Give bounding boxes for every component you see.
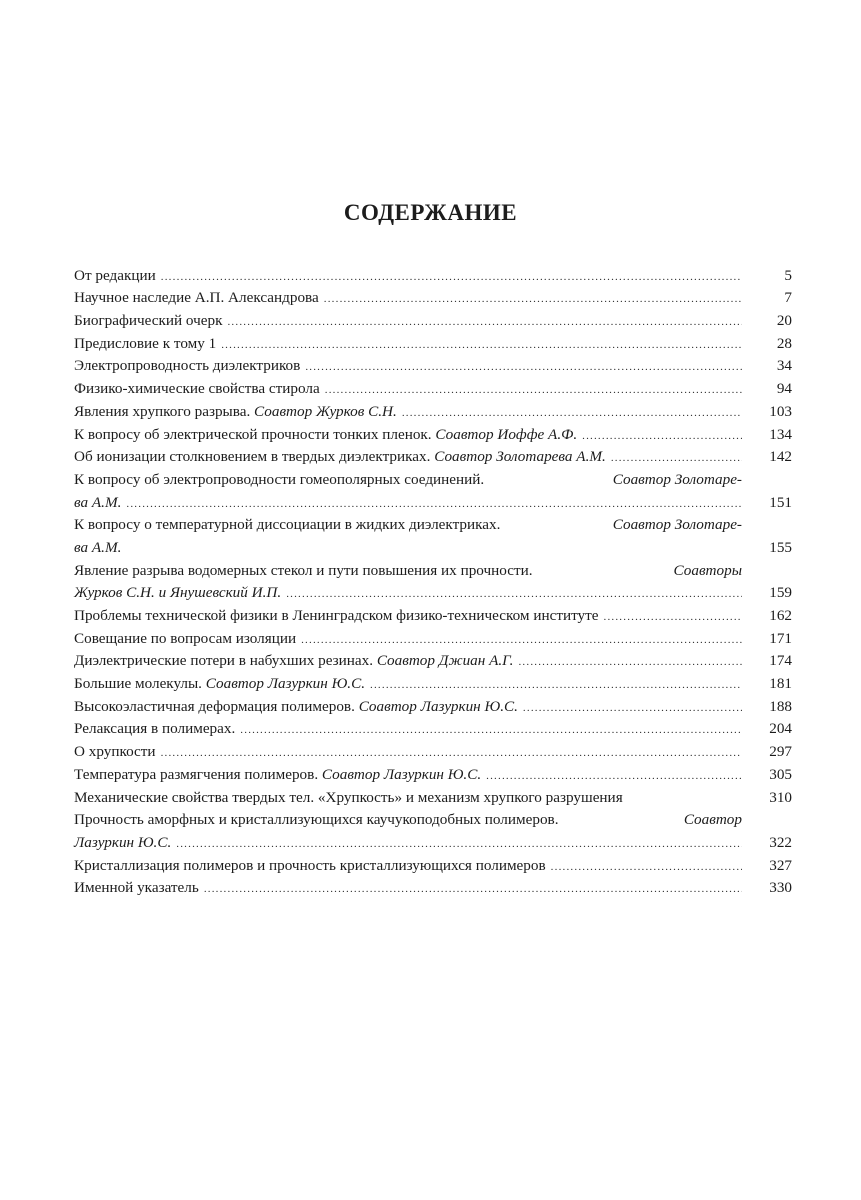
toc-entry-title: Диэлектрические потери в набухших резинах. Соавтор Джиан А.Г. <box>74 652 514 670</box>
toc-entry <box>74 784 792 807</box>
toc-entry-page: 305 <box>769 765 792 783</box>
toc-entry-title: Кристаллизация полимеров и прочность кристаллизующихся полимеров <box>74 856 546 874</box>
toc-entry-coauthor: Соавтор Лазуркин Ю.С. <box>205 675 366 693</box>
toc-entry-page: 327 <box>769 856 792 874</box>
toc-entry-title: Релаксация в полимерах. <box>74 720 236 738</box>
toc-entry <box>74 738 792 761</box>
toc-entry-coauthor: Соавтор Журков С.Н. <box>254 402 397 420</box>
toc-entry-coauthor: Соавтор Лазуркин Ю.С. <box>358 697 518 715</box>
toc-entry-title: Именной указатель <box>74 879 199 897</box>
toc-entry-page: 151 <box>769 493 792 511</box>
toc-entry-title: Явление разрыва водомерных стекол и пути повышения их прочности. Соавторы <box>74 561 742 579</box>
toc-leader-dots <box>370 680 742 690</box>
toc-entry <box>74 557 792 602</box>
toc-entry <box>74 602 792 625</box>
toc-entry <box>74 444 792 467</box>
toc-entry-coauthor: Соавтор Золотарева А.М. <box>434 448 606 466</box>
toc-entry-page: 134 <box>769 425 792 443</box>
toc-leader-dots <box>523 703 742 713</box>
toc-entry-coauthor: Соавтор Лазуркин Ю.С. <box>321 765 482 783</box>
toc-entry-title: Большие молекулы. Соавтор Лазуркин Ю.С. <box>74 675 366 693</box>
toc-entry-page: 181 <box>769 675 792 693</box>
toc-leader-dots <box>227 317 742 327</box>
toc-entry-coauthor: Соавтор Золотаре- <box>612 470 742 488</box>
toc-entry-coauthor: Соавтор Золотаре- <box>612 516 742 534</box>
toc-entry <box>74 375 792 398</box>
toc-entry-page: 155 <box>769 538 792 556</box>
toc-entry-title: Явления хрупкого разрыва. Соавтор Журков С.Н. <box>74 402 397 420</box>
toc-entry <box>74 398 792 421</box>
toc-leader-dots <box>324 294 742 304</box>
toc-entry-page: 171 <box>769 629 792 647</box>
toc-entry-title: Научное наследие А.П. Александрова <box>74 289 319 307</box>
toc-leader-dots <box>486 771 742 781</box>
toc-entry-page: 5 <box>784 266 792 284</box>
toc-entry-coauthor: Соавторы <box>673 561 742 579</box>
toc-entry <box>74 761 792 784</box>
toc-entry-title: К вопросу об электропроводности гомеополярных соединений. Соавтор Золотаре- <box>74 470 742 488</box>
toc-entry-coauthor: ва А.М. <box>74 538 122 556</box>
toc-leader-dots <box>161 748 742 758</box>
toc-leader-dots <box>611 453 742 463</box>
toc-leader-dots <box>286 589 742 599</box>
toc-entry-page: 174 <box>769 652 792 670</box>
toc-entry <box>74 262 792 285</box>
toc-leader-dots <box>305 362 742 372</box>
toc-entry-page: 159 <box>769 584 792 602</box>
toc-entry-title: Электропроводность диэлектриков <box>74 357 301 375</box>
toc-leader-dots <box>301 635 742 645</box>
toc-leader-dots <box>126 499 742 509</box>
toc-entry <box>74 807 792 852</box>
toc-entry-page: 162 <box>769 607 792 624</box>
toc-entry-coauthor: Лазуркин Ю.С. <box>74 833 172 851</box>
toc-entry-page: 142 <box>769 448 792 466</box>
toc-entry-title: Температура размягчения полимеров. Соавтор Лазуркин Ю.С. <box>74 765 482 783</box>
toc-entry-page: 310 <box>769 788 792 806</box>
toc-leader-dots <box>204 884 742 894</box>
toc-leader-dots <box>402 408 742 418</box>
toc-entry <box>74 625 792 648</box>
toc-entry-page: 7 <box>784 289 792 307</box>
toc-entry-title: Биографический очерк <box>74 312 223 330</box>
toc-entry <box>74 285 792 308</box>
toc-leader-dots <box>176 839 742 849</box>
toc-leader-dots <box>161 272 742 282</box>
toc-entry <box>74 421 792 444</box>
toc-entry <box>74 353 792 376</box>
toc-leader-dots <box>604 612 743 622</box>
toc-entry-page: 28 <box>776 334 792 352</box>
toc-entry <box>74 875 792 898</box>
toc-entry-page: 94 <box>776 380 792 398</box>
toc-entry-page: 20 <box>776 312 792 330</box>
toc-entry <box>74 716 792 739</box>
toc-entry-title: Механические свойства твердых тел. «Хрупкость» и механизм хрупкого разрушения <box>74 788 623 806</box>
toc-leader-dots <box>325 385 742 395</box>
toc-entry <box>74 852 792 875</box>
toc-entry-title: Совещание по вопросам изоляции <box>74 629 297 647</box>
toc-entry-page: 34 <box>776 357 792 375</box>
toc-entry <box>74 693 792 716</box>
toc-leader-dots <box>221 340 742 350</box>
toc-entry-page: 204 <box>769 720 792 738</box>
toc-entry <box>74 648 792 671</box>
toc-leader-dots <box>240 725 742 735</box>
toc-entry-title: Высокоэластичная деформация полимеров. Соавтор Лазуркин Ю.С. <box>74 697 518 715</box>
toc-entry-page: 103 <box>769 402 792 420</box>
toc-entry-page: 322 <box>769 833 792 851</box>
toc-entry-page: 188 <box>769 697 792 715</box>
toc-entry-coauthor: Соавтор Джиан А.Г. <box>376 652 514 670</box>
toc-entry-title: К вопросу о температурной диссоциации в жидких диэлектриках. Соавтор Золотаре- <box>74 516 742 534</box>
toc-entry-coauthor: Соавтор Иоффе А.Ф. <box>435 425 578 443</box>
toc-leader-dots <box>582 431 742 441</box>
toc-leader-dots <box>551 862 742 872</box>
toc-entry <box>74 466 792 511</box>
toc-leader-dots <box>518 657 742 667</box>
toc-entry-title: Об ионизации столкновением в твердых диэлектриках. Соавтор Золотарева А.М. <box>74 448 606 466</box>
toc-entry <box>74 307 792 330</box>
toc-entry-title: К вопросу об электрической прочности тонких пленок. Соавтор Иоффе А.Ф. <box>74 425 578 443</box>
toc-entry-title: Предисловие к тому 1 <box>74 334 217 352</box>
toc-entry-title: От редакции <box>74 266 156 284</box>
toc-entry-page: 330 <box>769 879 792 897</box>
toc-entry <box>74 670 792 693</box>
toc-entry-coauthor: Соавтор <box>683 811 742 829</box>
toc-entry-title: Проблемы технической физики в Ленинградском физико-техническом институте <box>74 607 599 624</box>
toc-entry <box>74 330 792 353</box>
toc-entry-title: Прочность аморфных и кристаллизующихся каучукоподобных полимеров. Соавтор <box>74 811 742 829</box>
toc-entry-title: О хрупкости <box>74 743 156 761</box>
page-title: СОДЕРЖАНИЕ <box>343 200 518 225</box>
toc-entry-coauthor: Журков С.Н. и Янушевский И.П. <box>74 584 282 602</box>
toc-entry <box>74 512 792 557</box>
toc-entry-title: Физико-химические свойства стирола <box>74 380 320 398</box>
toc-entry-coauthor: ва А.М. <box>74 493 122 511</box>
table-of-contents <box>74 262 792 897</box>
toc-entry-page: 297 <box>769 743 792 761</box>
